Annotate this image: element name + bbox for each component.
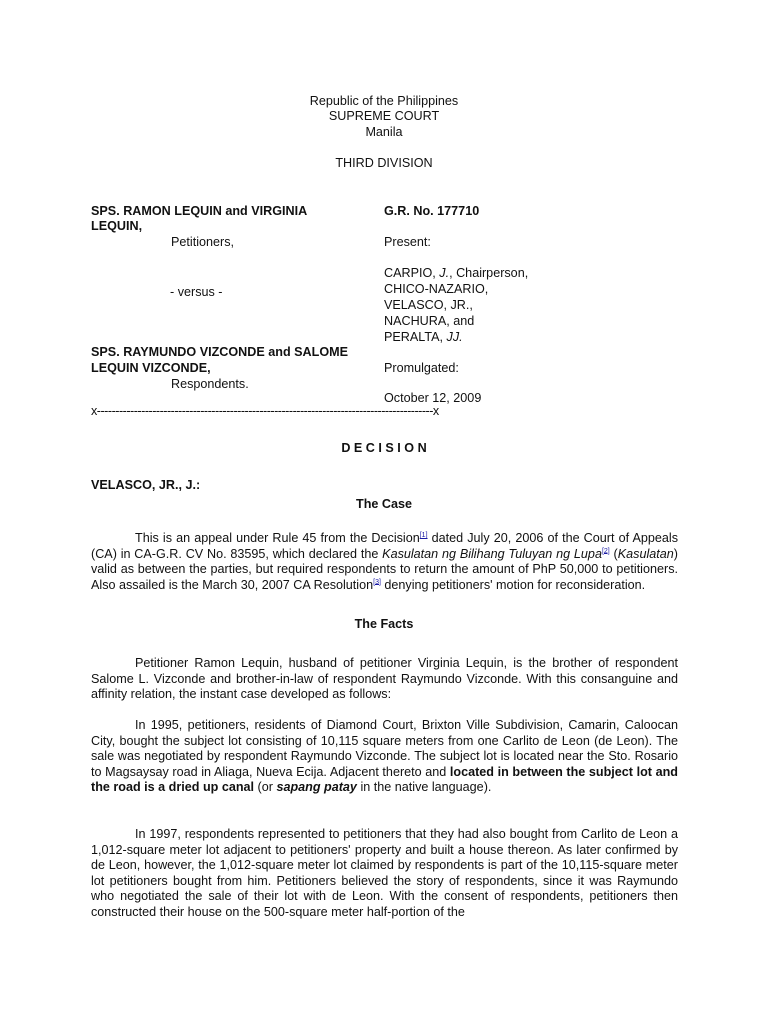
paragraph-purchase: In 1995, petitioners, residents of Diamond Court, Brixton Ville Subdivision, Camarin, Caloocan City, bought the subject lot consisting of 10,115 square meters from one Carlito de Leon (de Leon). The sale was negotiated by respondent Raymundo Vizconde. The subject lot is located near the Sto. Rosario to Magsaysay road in Aliaga, Nueva Ecija. Adjacent thereto and located in between the subject lot and the road is a dried up canal (or sapang patay in the native language). bbox=[91, 718, 678, 794]
justice-line-1: CARPIO, J., Chairperson, bbox=[384, 266, 529, 280]
footnote-link-1[interactable]: [1] bbox=[419, 531, 428, 539]
justice-line-2: CHICO-NAZARIO, bbox=[384, 282, 489, 296]
promulgated-date: October 12, 2009 bbox=[384, 391, 482, 405]
petitioners-name-line1: SPS. RAMON LEQUIN and VIRGINIA bbox=[91, 204, 308, 218]
respondents-label: Respondents. bbox=[171, 377, 249, 391]
footnote-link-3[interactable]: [3] bbox=[373, 578, 381, 586]
paragraph-appeal: This is an appeal under Rule 45 from the Decision[1] dated July 20, 2006 of the Court of Appeals (CA) in CA-G.R. CV No. 83595, which declared the Kasulatan ng Bilihang Tuluyan ng Lupa[2] (Kasulatan) valid as between the parties, but required respondents to return the amount of PhP 50,000 to petitioners. Also assailed is the March 30, 2007 CA Resolution[3] denying petitioners' motion for reconsideration. bbox=[91, 531, 678, 592]
ponente: VELASCO, JR., J.: bbox=[91, 478, 201, 492]
section-the-facts: The Facts bbox=[354, 617, 414, 631]
respondents-name-line2: LEQUIN VIZCONDE, bbox=[91, 361, 211, 375]
petitioners-label: Petitioners, bbox=[171, 235, 234, 249]
header-court: SUPREME COURT bbox=[328, 109, 440, 123]
footnote-link-2[interactable]: [2] bbox=[601, 547, 610, 555]
header-division: THIRD DIVISION bbox=[335, 156, 433, 170]
caption-separator: x-------------------------------------------------------------------------------------------x bbox=[91, 404, 439, 418]
justice-line-4: NACHURA, and bbox=[384, 314, 475, 328]
decision-title: D E C I S I O N bbox=[341, 441, 427, 455]
paragraph-relation: Petitioner Ramon Lequin, husband of petitioner Virginia Lequin, is the brother of respondent Salome L. Vizconde and brother-in-law of respondent Raymundo Vizconde. With this consanguine and affinity relation, the instant case developed as follows: bbox=[91, 656, 678, 701]
gr-number: G.R. No. 177710 bbox=[384, 204, 480, 218]
present-label: Present: bbox=[384, 235, 431, 249]
header-republic: Republic of the Philippines bbox=[309, 94, 459, 108]
respondents-name-line1: SPS. RAYMUNDO VIZCONDE and SALOME bbox=[91, 345, 349, 359]
header-city: Manila bbox=[365, 125, 403, 139]
section-the-case: The Case bbox=[356, 497, 412, 511]
justice-line-5: PERALTA, JJ. bbox=[384, 330, 463, 344]
paragraph-representation: In 1997, respondents represented to petitioners that they had also bought from Carlito de Leon a 1,012-square meter lot adjacent to petitioners' property and built a house thereon. As later confirmed by de Leon, however, the 1,012-square meter lot claimed by respondents is part of the 10,115-square meter lot petitioners bought from him. Petitioners believed the story of respondents, since it was Raymundo who negotiated the sale of their lot with de Leon. With the consent of respondents, petitioners then constructed their house on the 500-square meter half-portion of the bbox=[91, 827, 678, 919]
versus-label: - versus - bbox=[170, 285, 223, 299]
promulgated-label: Promulgated: bbox=[384, 361, 459, 375]
justice-line-3: VELASCO, JR., bbox=[384, 298, 473, 312]
petitioners-name-line2: LEQUIN, bbox=[91, 219, 143, 233]
